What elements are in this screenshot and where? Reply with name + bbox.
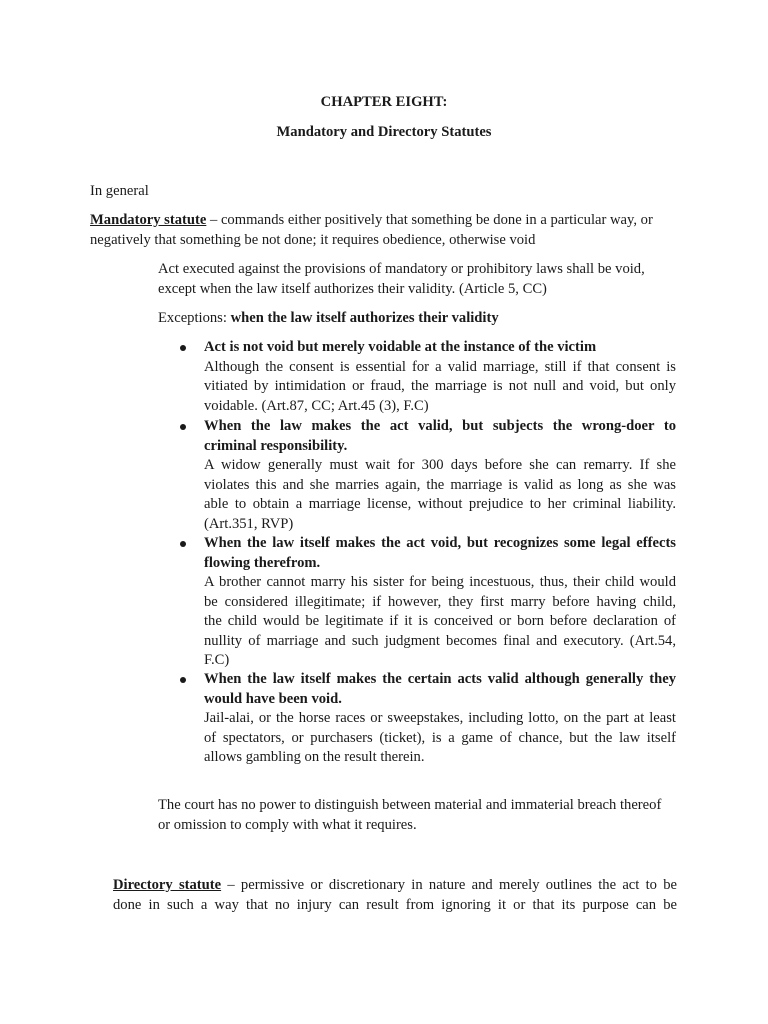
bullet-item-1 (204, 338, 676, 416)
bullet-3-heading-line-2: flowing therefrom. (204, 554, 321, 571)
exceptions-bold-text: when the law itself authorizes their validity (230, 310, 499, 326)
bullet-4-body-line-2: of spectators, or purchasers (ticket), is a game of chance, but the law itself (204, 729, 676, 746)
bullet-3-body-line-5: F.C) (204, 652, 230, 668)
bullet-3-body-line-2: be considered illegitimate; if however, they first marry before having child, (204, 593, 676, 610)
mandatory-definition-line-2: negatively that something be not done; it requires obedience, otherwise void (90, 232, 536, 248)
bullet-3-heading-line-1: When the law itself makes the act void, but recognizes some legal effects (204, 535, 676, 551)
bullet-2-body-line-2: violates this and she marries again, the marriage is valid as long as she was (204, 476, 676, 493)
bullet-2-body-line-4: (Art.351, RVP) (204, 515, 294, 532)
directory-statute-term: Directory statute (113, 877, 222, 893)
bullet-3-body-line-3: the child would be legitimate if it is conceived or born before declaration of (204, 613, 676, 629)
section-heading-in-general: In general (90, 183, 149, 199)
bullet-dot-4 (180, 677, 186, 683)
bullet-4-heading-line-2: would have been void. (204, 690, 342, 707)
court-line-1: The court has no power to distinguish between material and immaterial breach thereof (158, 797, 662, 813)
exceptions-line (158, 310, 499, 327)
mandatory-definition-line-1 (90, 212, 690, 229)
chapter-title: CHAPTER EIGHT: (320, 94, 448, 110)
bullet-item-4 (204, 670, 676, 768)
bullet-1-heading-line-1: Act is not void but merely voidable at the instance of the victim (204, 339, 597, 355)
chapter-subtitle: Mandatory and Directory Statutes (276, 124, 492, 140)
bullet-1-body-line-2: vitiated by intimidation or fraud, the marriage is not null and void, but only (204, 378, 676, 394)
bullet-dot-1 (180, 345, 186, 351)
court-line-2: or omission to comply with what it requires. (158, 817, 417, 833)
directory-definition (113, 876, 677, 915)
bullet-dot-2 (180, 424, 186, 430)
mandatory-definition-text-1: – commands either positively that something be done in a particular way, or (206, 212, 653, 228)
bullet-1-body-line-1: Although the consent is essential for a valid marriage, still if that consent is (204, 358, 676, 375)
bullet-3-body-line-1: A brother cannot marry his sister for being incestuous, thus, their child would (204, 574, 676, 590)
bullet-item-2 (204, 417, 676, 534)
bullet-dot-3 (180, 541, 186, 547)
bullet-2-body-line-3: able to obtain a marriage license, without prejudice to her criminal liability. (204, 496, 676, 512)
bullet-4-heading-line-1: When the law itself makes the certain acts valid although generally they (204, 671, 676, 687)
bullet-item-3 (204, 534, 676, 671)
mandatory-statute-term: Mandatory statute (90, 212, 207, 228)
bullet-3-body-line-4: nullity of marriage and such judgment becomes final and executory. (Art.54, (204, 632, 676, 649)
directory-definition-line-1 (113, 876, 677, 896)
directory-definition-line-2: done in such a way that no injury can result from ignoring it or that its purpose can be (113, 896, 677, 913)
bullet-2-heading-line-2: criminal responsibility. (204, 437, 348, 454)
article5-line-2: except when the law itself authorizes their validity. (Article 5, CC) (158, 281, 547, 297)
directory-definition-text-1: – permissive or discretionary in nature and merely outlines the act to be (221, 877, 677, 893)
bullet-2-body-line-1: A widow generally must wait for 300 days before she can remarry. If she (204, 457, 676, 473)
article5-line-1: Act executed against the provisions of mandatory or prohibitory laws shall be void, (158, 261, 645, 277)
bullet-4-body-line-1: Jail-alai, or the horse races or sweepstakes, including lotto, on the part at least (204, 710, 676, 726)
exceptions-prefix: Exceptions: (158, 310, 231, 326)
bullet-1-body-line-3: voidable. (Art.87, CC; Art.45 (3), F.C) (204, 397, 429, 414)
bullet-4-body-line-3: allows gambling on the result therein. (204, 749, 425, 765)
bullet-2-heading-line-1: When the law makes the act valid, but subjects the wrong-doer to (204, 418, 676, 434)
